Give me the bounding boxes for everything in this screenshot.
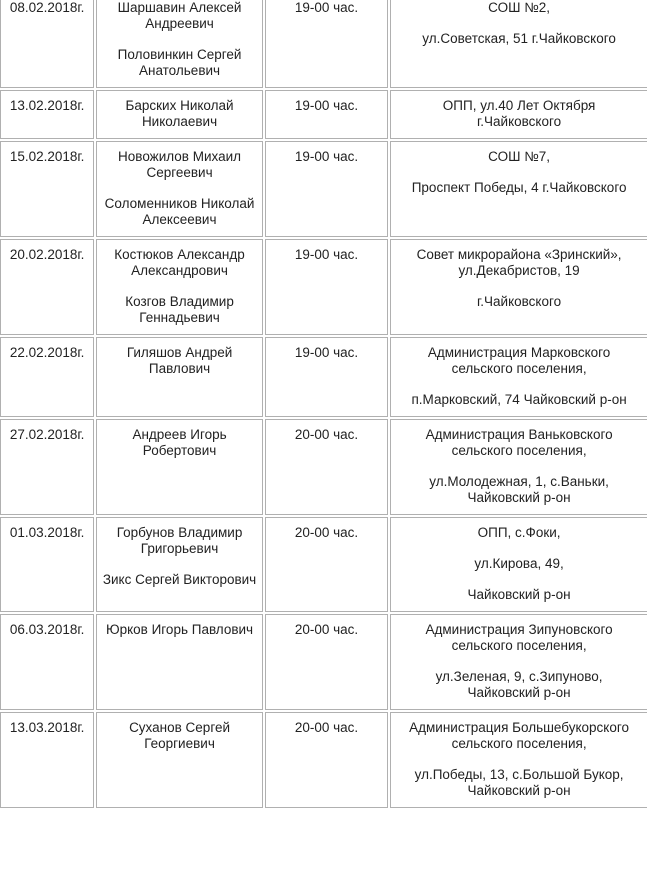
table-row [0,419,647,515]
official-names-cell [96,419,263,515]
table-row [0,141,647,237]
place-line: г.Чайковского [477,114,562,129]
time-cell: 19-00 час. [265,0,388,88]
place-paragraph [395,0,643,16]
official-names-cell [96,0,263,88]
place-paragraph [395,427,643,459]
official-names-cell [96,517,263,612]
official-name: Зикс Сергей Викторович [102,572,257,587]
time-cell: 19-00 час. [265,337,388,417]
date-cell: 08.02.2018г. [0,0,94,88]
official-name: Соломенников Николай Алексеевич [104,196,255,227]
official-name: Шаршавин Алексей Андреевич [117,0,242,31]
place-line: ОПП, с.Фоки, [477,525,561,540]
time-cell: 19-00 час. [265,90,388,139]
place-line: Проспект Победы, 4 г.Чайковского [411,180,627,195]
place-line: ул.Зеленая, 9, с.Зипуново, [435,669,603,684]
place-cell [390,0,647,88]
place-line: ул.Победы, 13, с.Большой Букор, [414,767,624,782]
place-cell [390,337,647,417]
place-line: СОШ №7, [488,149,550,164]
table-row [0,517,647,612]
place-paragraph [395,669,643,701]
place-line: Чайковский р-он [467,685,571,700]
place-paragraph [395,720,643,752]
date-cell: 01.03.2018г. [0,517,94,612]
table-row [0,712,647,808]
place-paragraph [395,556,643,572]
place-line: сельского поселения, [451,638,587,653]
place-line: Администрация Ваньковского [425,427,613,442]
place-line: сельского поселения, [451,361,587,376]
place-paragraph [395,31,643,47]
date-cell: 20.02.2018г. [0,239,94,335]
table-row [0,90,647,139]
official-names-cell [96,337,263,417]
date-cell: 13.03.2018г. [0,712,94,808]
table-row [0,0,647,88]
official-name: Гиляшов Андрей Павлович [126,345,233,376]
place-line: Администрация Марковского [427,345,611,360]
place-paragraph [395,149,643,165]
place-line: Администрация Большебукорского [409,720,630,735]
place-line: СОШ №2, [488,0,550,15]
table-row [0,337,647,417]
place-line: ОПП, ул.40 Лет Октября [442,98,596,113]
date-cell: 22.02.2018г. [0,337,94,417]
official-name: Половинкин Сергей Анатольевич [117,47,242,78]
place-paragraph [395,180,643,196]
place-line: ул.Советская, 51 г.Чайковского [422,31,616,46]
official-name: Новожилов Михаил Сергеевич [118,149,242,180]
place-cell [390,614,647,710]
place-paragraph [395,525,643,541]
place-line: Чайковский р-он [467,783,571,798]
official-names-cell [96,90,263,139]
place-cell [390,517,647,612]
date-cell: 27.02.2018г. [0,419,94,515]
official-name: Костюков Александр Александрович [114,247,245,278]
place-paragraph [395,587,643,603]
time-cell: 20-00 час. [265,712,388,808]
official-names-cell [96,239,263,335]
table-row [0,239,647,335]
place-cell [390,419,647,515]
table-row [0,614,647,710]
place-paragraph [395,622,643,654]
place-line: ул.Декабристов, 19 [458,263,580,278]
official-name: Суханов Сергей Георгиевич [129,720,230,751]
time-cell: 20-00 час. [265,419,388,515]
time-cell: 19-00 час. [265,239,388,335]
place-paragraph [395,767,643,799]
place-cell [390,90,647,139]
place-line: Совет микрорайона «Зринский», [416,247,622,262]
place-paragraph [395,392,643,408]
place-line: г.Чайковского [477,294,562,309]
official-name: Юрков Игорь Павлович [105,622,254,637]
place-line: ул.Кирова, 49, [474,556,564,571]
place-paragraph [395,294,643,310]
place-line: Чайковский р-он [467,490,571,505]
place-line: сельского поселения, [451,443,587,458]
place-paragraph [395,345,643,377]
official-name: Андреев Игорь Робертович [132,427,227,458]
official-name: Барских Николай Николаевич [125,98,234,129]
official-name: Горбунов Владимир Григорьевич [116,525,243,556]
place-line: Чайковский р-он [467,587,571,602]
place-cell [390,239,647,335]
place-paragraph [395,474,643,506]
place-line: п.Марковский, 74 Чайковский р-он [411,392,627,407]
place-cell [390,712,647,808]
date-cell: 13.02.2018г. [0,90,94,139]
place-paragraph [395,247,643,279]
official-names-cell [96,141,263,237]
place-line: сельского поселения, [451,736,587,751]
place-paragraph [395,98,643,130]
place-line: Администрация Зипуновского [425,622,613,637]
date-cell: 15.02.2018г. [0,141,94,237]
time-cell: 20-00 час. [265,517,388,612]
official-name: Козгов Владимир Геннадьевич [125,294,234,325]
official-names-cell [96,614,263,710]
time-cell: 20-00 час. [265,614,388,710]
time-cell: 19-00 час. [265,141,388,237]
date-cell: 06.03.2018г. [0,614,94,710]
official-names-cell [96,712,263,808]
place-line: ул.Молодежная, 1, с.Ваньки, [429,474,609,489]
place-cell [390,141,647,237]
